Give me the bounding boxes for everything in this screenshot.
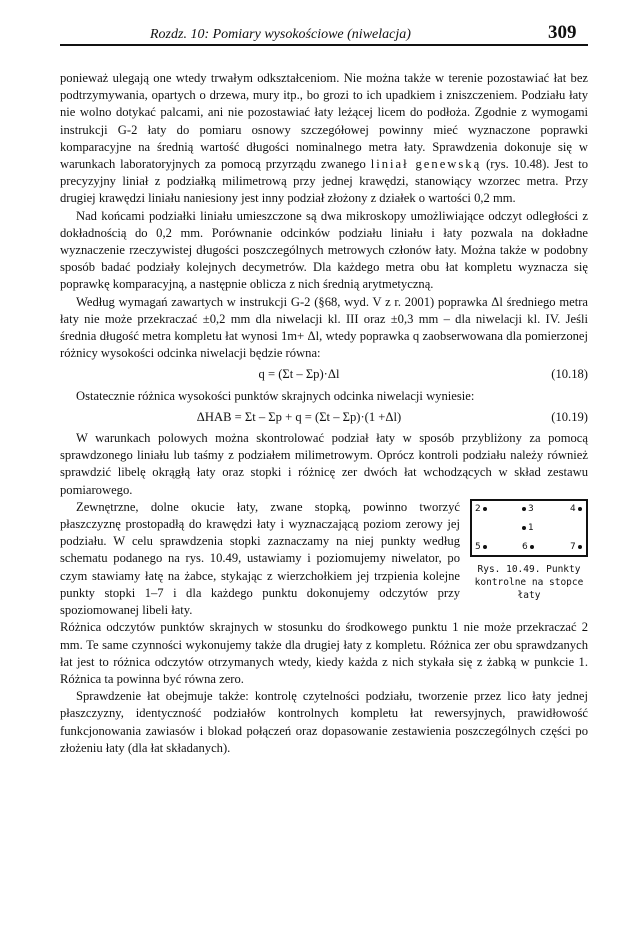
foot-plate-diagram: [470, 499, 588, 557]
paragraph: W warunkach polowych można skontrolować podział łaty w sposób przybliżony za pomocą sprawdzonego liniału lub taśmy z podziałem milimetrowym. Oprócz kontroli podziału należy również sprawdzić libelę okrągłą łaty oraz stopki i różnicę zer dwóch łat wchodzących w skład zestawu pomiarowego.: [60, 431, 588, 497]
spaced-term: liniał genewską: [370, 157, 482, 172]
control-point: 3: [522, 504, 534, 514]
running-head: Rozdz. 10: Pomiary wysokościowe (niwelacja): [150, 27, 411, 42]
control-point: 5: [475, 542, 487, 552]
control-point: 1: [522, 523, 534, 533]
paragraph-text: ponieważ ulegają one wtedy trwałym odkształceniom. Nie można także w terenie pozostawiać łat bez podtrzymywania, opartych o drzewa, mury itp., bo grozi to ich upadkiem i zniszczeniem. Podziału łaty nie wolno dotykać palcami, ani nie pozostawiać łaty leżącej licem do podłoża. Zgodnie z wymogami instrukcji G-2 łaty do pomiaru osnowy szczegółowej powinny mieć wyznaczone poprawki komparacyjne na średnią wartość długości nominalnego metra łaty. Sprawdzenia dokonuje się w warunkach laboratoryjnych za pomocą przyrządu zwanego: [60, 71, 588, 172]
paragraph: Według wymagań zawartych w instrukcji G-2 (§68, wyd. V z r. 2001) poprawka Δl średniego metra łaty nie może przekraczać ±0,2 mm dla niwelacji kl. III oraz ±0,3 mm – dla niwelacji kl. IV. Jeśli średnia długość metra kompletu łat wynosi 1m+ Δl, wtedy poprawka q zaobserwowana dla pomierzonej różnicy wysokości odcinka niwelacji będzie równa:: [60, 294, 588, 361]
paragraph: [60, 70, 588, 208]
paragraph: Zewnętrzne, dolne okucie łaty, zwane stopką, powinno tworzyć płaszczyznę prostopadłą do krawędzi łaty i wyznaczającą poziom zerowy jej podziału. W celu sprawdzenia stopki zaznaczamy na niej punkty według schematu podanego na rys. 10.49, ustawiamy i poziomujemy niwelator, po czym stawiamy łatę na żabce, stykając z wierzchołkiem jej trzpienia kolejne punkty stopki 1–7 i dla każdego punktu dokonujemy odczytów przy spoziomowanej libeli łaty.: [60, 499, 460, 618]
page-header: [0, 18, 619, 42]
body-text: [60, 70, 588, 757]
paragraph: Sprawdzenie łat obejmuje także: kontrolę czytelności podziału, tworzenie przez lico łaty jednej płaszczyzny, identyczność podziałów kontrolnych kompletu łat rewersyjnych, prawidłowość funkcjonowania zawiasów i blokad połączeń oraz dopasowanie zestawienia poszczególnych części po złożeniu łaty (dla łat składanych).: [60, 689, 588, 755]
control-point: 2: [475, 504, 487, 514]
paragraph-with-figure: [60, 499, 588, 619]
paragraph: Różnica odczytów punktów skrajnych w stosunku do środkowego punktu 1 nie może przekraczać 2 mm. Te same czynności wykonujemy także dla drugiej łaty z kompletu. Różnica zer obu sprawdzanych łat jest to różnica odczytów otrzymanych wtedy, kiedy każda z nich stykała się z żabką w punkcie 1. Różnica ta powinna być równa zero.: [60, 620, 588, 686]
figure-10-49: [470, 499, 588, 602]
paragraph: Nad końcami podziałki liniału umieszczone są dwa mikroskopy umożliwiające odczyt odległości z dokładnością do 0,2 mm. Porównanie odcinków podziału liniału i łaty pozwala na dokładne wyznaczenie rzeczywistej długości poszczególnych metrowych członów łaty. Można także w podobny sposób badać podziały kolejnych decymetrów. Dla każdego metra obu łat kompletu wyznacza się poprawkę komparacyjną, a następnie oblicza z nich średnią arytmetyczną.: [60, 208, 588, 292]
equation-expression: q = (Σt – Σp)·Δl: [258, 367, 340, 382]
equation-expression: ΔHAB = Σt – Σp + q = (Σt – Σp)·(1 +Δl): [196, 409, 402, 424]
equation-number: (10.18): [551, 367, 588, 382]
control-point: 6: [522, 542, 534, 552]
paragraph-text: (rys. 10.48). Jest to precyzyjny liniał z podziałką milimetrową przy jednej krawędzi, stanowiący wzorzec metra. Przy drugiej krawędzi liniału naniesiony jest inny podział złożony z działek o wartości 0,2 mm.: [60, 157, 588, 206]
equation-10-18: [60, 366, 588, 383]
figure-caption: Rys. 10.49. Punkty kontrolne na stopce łaty: [474, 563, 584, 601]
equation-number: (10.19): [551, 409, 588, 424]
page-number: 309: [548, 22, 577, 43]
equation-10-19: [60, 409, 588, 426]
paragraph: Ostatecznie różnica wysokości punktów skrajnych odcinka niwelacji wyniesie:: [76, 388, 475, 403]
header-rule: [60, 44, 588, 46]
control-point: 7: [570, 542, 582, 552]
control-point: 4: [570, 504, 582, 514]
